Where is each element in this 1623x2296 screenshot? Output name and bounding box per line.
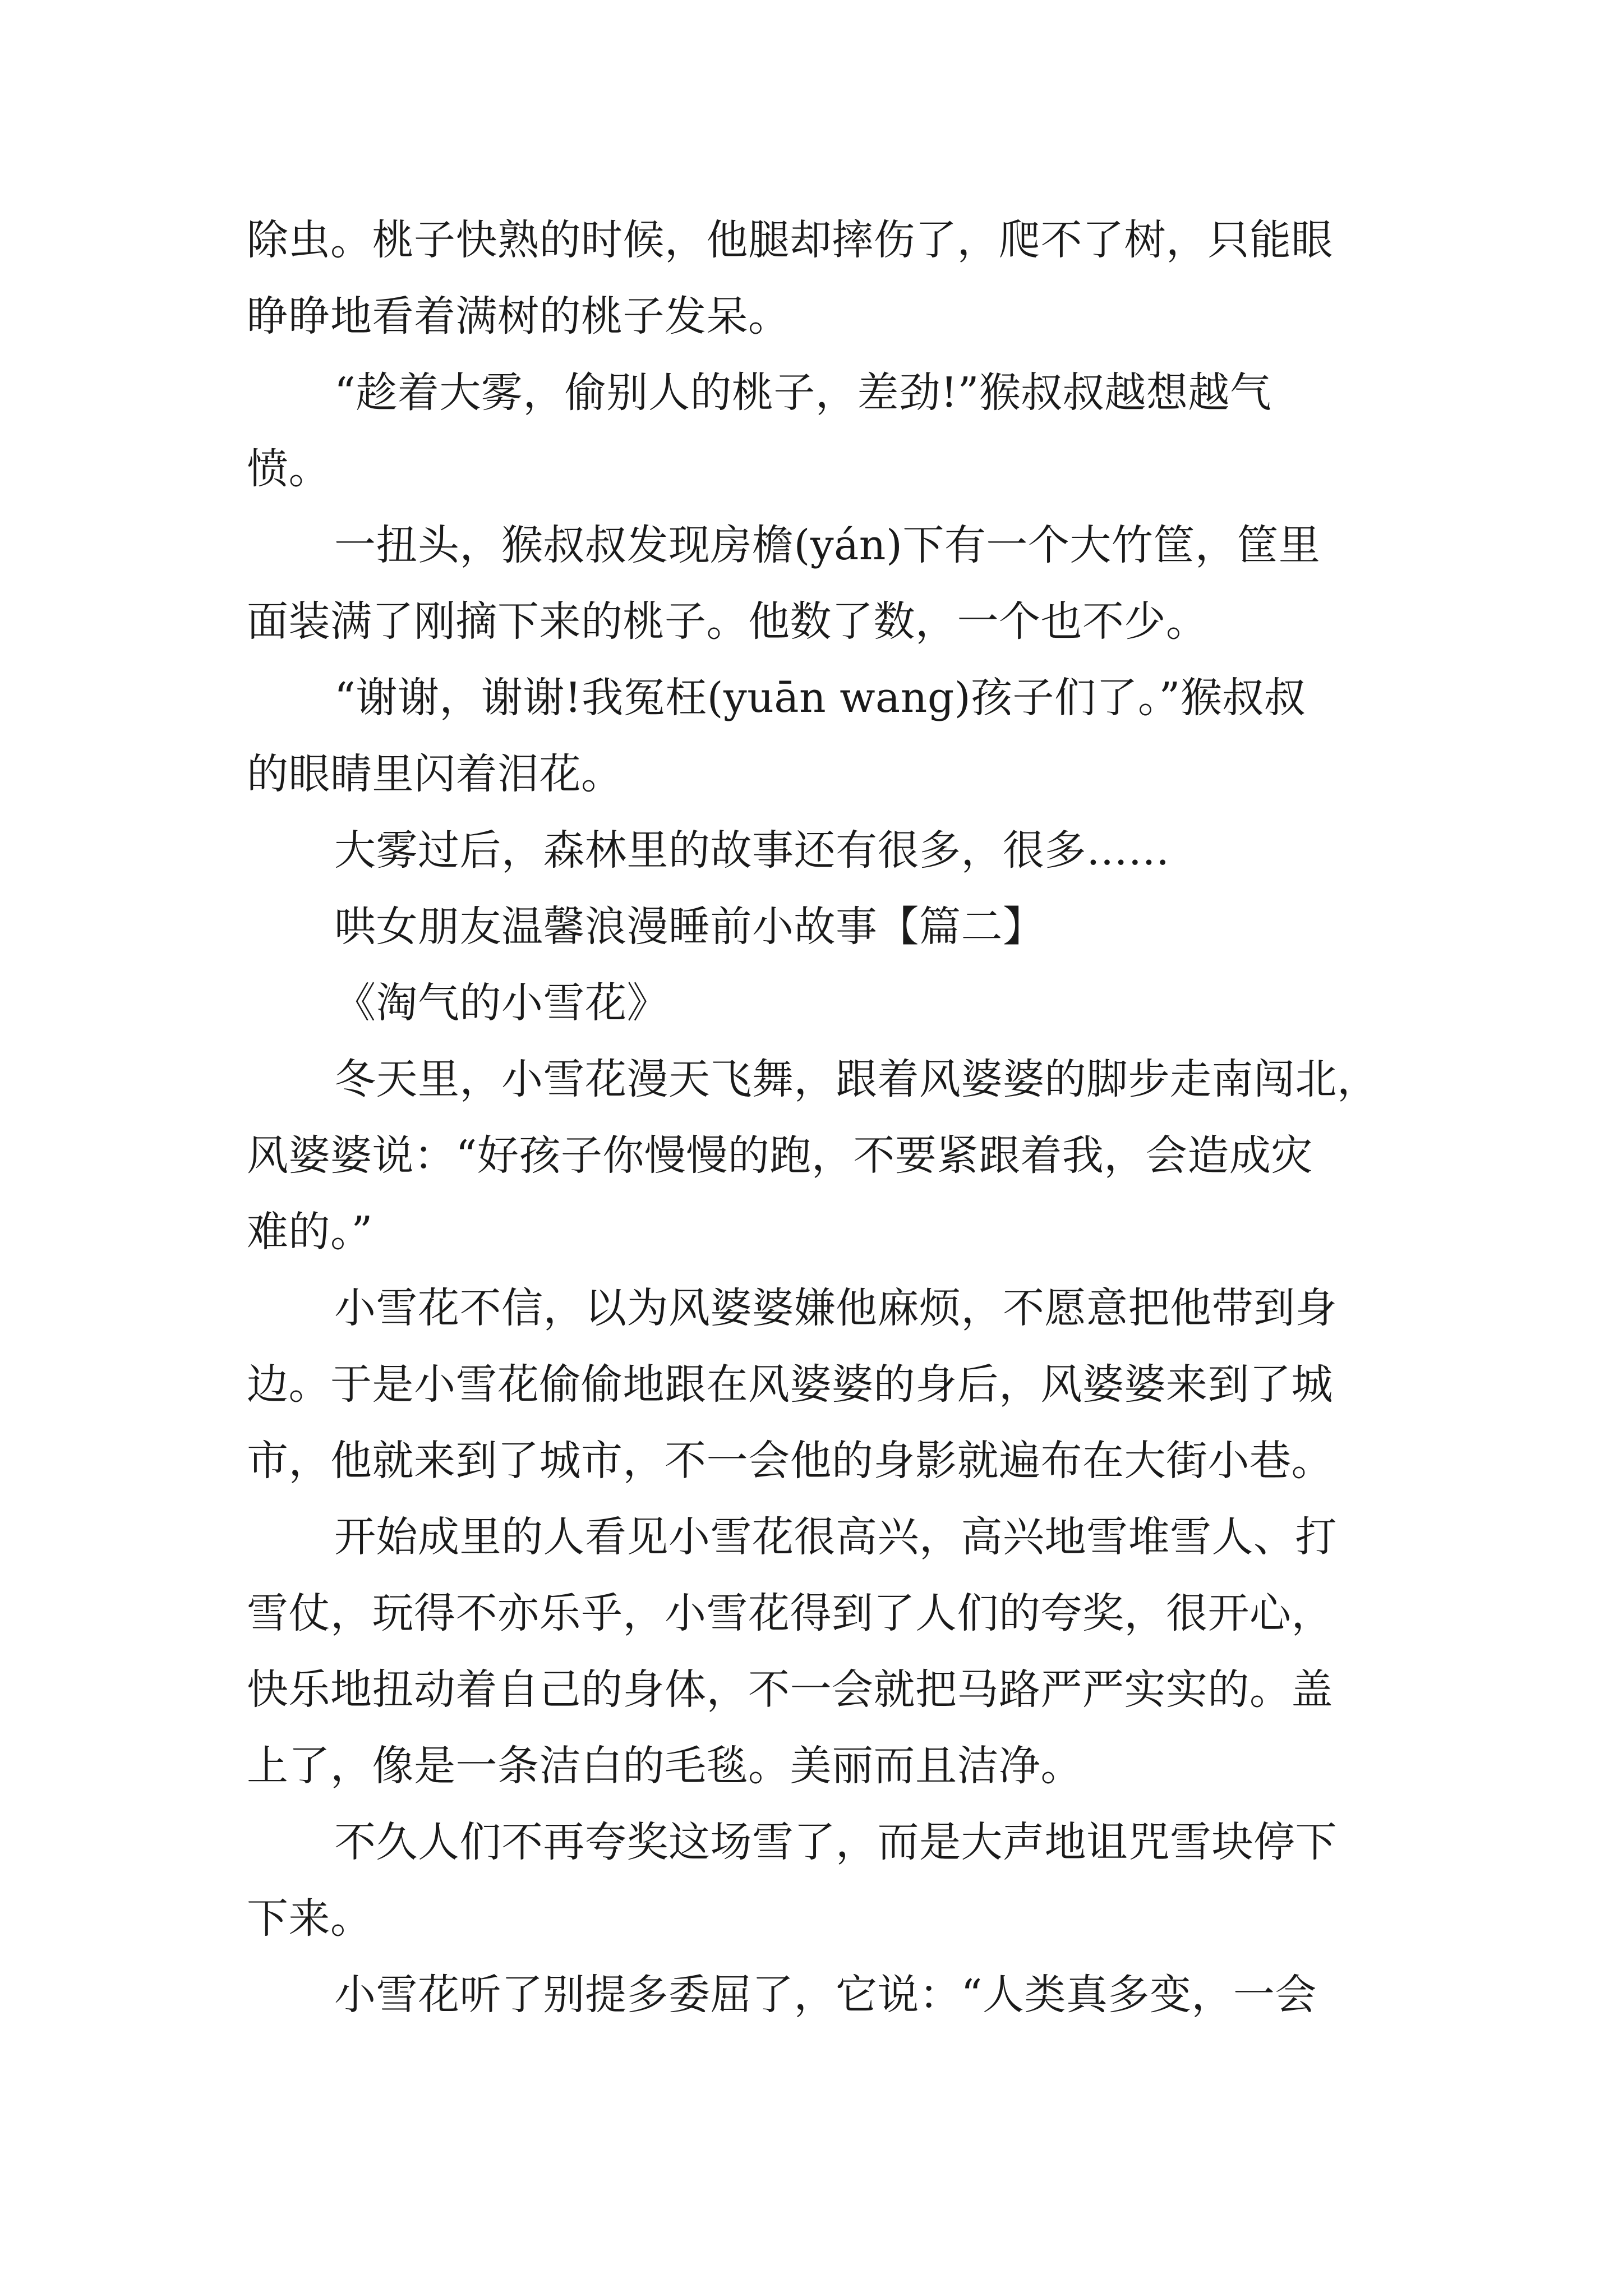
paragraph-line: 除虫。桃子快熟的时候，他腿却摔伤了，爬不了树，只能眼	[247, 216, 1333, 264]
paragraph-line: 上了，像是一条洁白的毛毯。美丽而且洁净。	[247, 1742, 1082, 1790]
paragraph-line: “趁着大雾，偷别人的桃子，差劲!”猴叔叔越想越气	[334, 369, 1272, 417]
paragraph-line: 边。于是小雪花偷偷地跟在风婆婆的身后，风婆婆来到了城	[247, 1360, 1333, 1409]
paragraph-line: “谢谢，谢谢!我冤枉(yuān wang)孩子们了。”猴叔叔	[334, 674, 1306, 722]
paragraph-line: 不久人们不再夸奖这场雪了，而是大声地诅咒雪块停下	[334, 1818, 1337, 1866]
paragraph-line: 风婆婆说：“好孩子你慢慢的跑，不要紧跟着我，会造成灾	[247, 1131, 1313, 1180]
paragraph-line: 雪仗，玩得不亦乐乎，小雪花得到了人们的夸奖，很开心，	[247, 1589, 1333, 1637]
paragraph-line: 下来。	[247, 1894, 372, 1943]
section-heading: 哄女朋友温馨浪漫睡前小故事【篇二】	[334, 903, 1045, 951]
paragraph-line: 难的。”	[247, 1208, 373, 1256]
paragraph-line: 面装满了刚摘下来的桃子。他数了数，一个也不少。	[247, 597, 1208, 646]
paragraph-line: 小雪花不信，以为风婆婆嫌他麻烦，不愿意把他带到身	[334, 1284, 1337, 1332]
paragraph-line: 市，他就来到了城市，不一会他的身影就遍布在大街小巷。	[247, 1437, 1333, 1485]
story-title: 《淘气的小雪花》	[334, 979, 668, 1027]
paragraph-line: 愤。	[247, 445, 330, 493]
paragraph-line: 一扭头，猴叔叔发现房檐(yán)下有一个大竹筐，筐里	[334, 521, 1321, 569]
paragraph-line: 的眼睛里闪着泪花。	[247, 750, 623, 798]
paragraph-line: 小雪花听了别提多委屈了，它说：“人类真多变，一会	[334, 1971, 1317, 2019]
paragraph-line: 大雾过后，森林里的故事还有很多，很多……	[334, 826, 1170, 875]
paragraph-line: 开始成里的人看见小雪花很高兴，高兴地雪堆雪人、打	[334, 1513, 1337, 1561]
paragraph-line: 冬天里，小雪花漫天飞舞，跟着风婆婆的脚步走南闯北，	[334, 1055, 1379, 1103]
paragraph-line: 睁睁地看着满树的桃子发呆。	[247, 292, 790, 341]
paragraph-line: 快乐地扭动着自己的身体，不一会就把马路严严实实的。盖	[247, 1665, 1333, 1714]
